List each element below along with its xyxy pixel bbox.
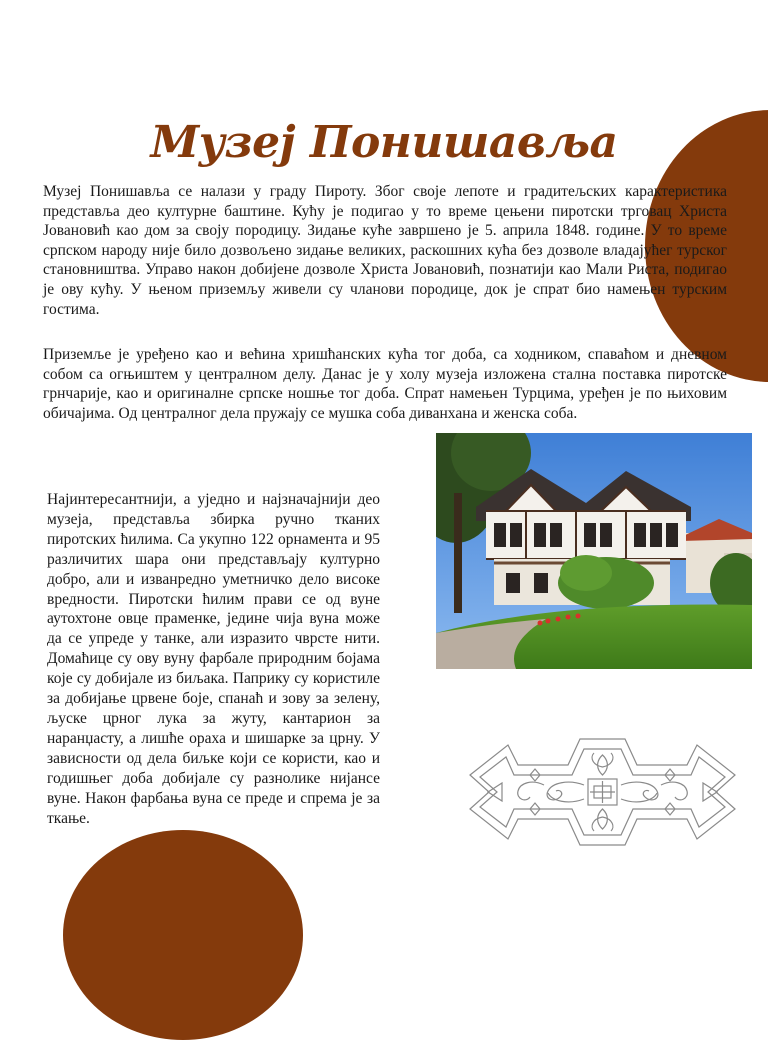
museum-house-photo (436, 433, 752, 669)
kilim-ornament-drawing (468, 735, 737, 849)
paragraph-kilim-collection: Најинтересантнији, а уједно и најзначајнији део музеја, представља збирка ручно тканих пиротских ћилима. Са укупно 122 орнамента и 95 различитих шара они представљају културно добро, али и изванредно уметничко дело високе вредности. Пиротски ћилим прави се од вуне аутохтоне овце праменке, једине чија вуна може да се упреде у танке, али изразито чврсте нити. Домаћице су ову вуну фарбале природним бојама које су добијале из биљака. Паприку су користиле за добијање црвене боје, спанаћ и зову за зелену, љуске црног лука за жуту, кантарион за наранџасту, а лишће ораха и шишарке за црну. У зависности од дела биљке који се користи, као и годишњег доба добијале су разнолике нијансе вуне. Након фарбања вуна се преде и спрема је за ткање. (47, 491, 380, 827)
decorative-circle-bottom (63, 830, 303, 1040)
paragraph-intro: Музеј Понишавља се налази у граду Пироту. Због своје лепоте и градитељских карактеристика представља део културне баштине. Кућу је подигао у то време цењени пиротски трговац Христа Јовановић као дом за своју породицу. Зидање куће завршено је 5. априла 1848. године. У то време српском народу није било дозвољено зидање великих, раскошних кућа без дозволе владајућег турског становништва. Управо након добијене дозволе Христа Јовановић, познатији као Мали Риста, подигао је ову кућу. У њеном приземљу живели су чланови породице, док је спрат био намењен турским гостима. (43, 183, 727, 318)
paragraph-ground-floor: Приземље је уређено као и већина хришћанских кућа тог доба, са ходником, спаваћом и дневном собом са огњиштем у централном делу. Данас је у холу музеја изложена стална поставка пиротске грнчарије, као и оригиналне српске ношње тог доба. Спрат намењен Турцима, уређен је по њиховим обичајима. Од централног дела пружају се мушка соба диванхана и женска соба. (43, 346, 727, 422)
page-title: Музеј Понишављa (150, 117, 618, 168)
